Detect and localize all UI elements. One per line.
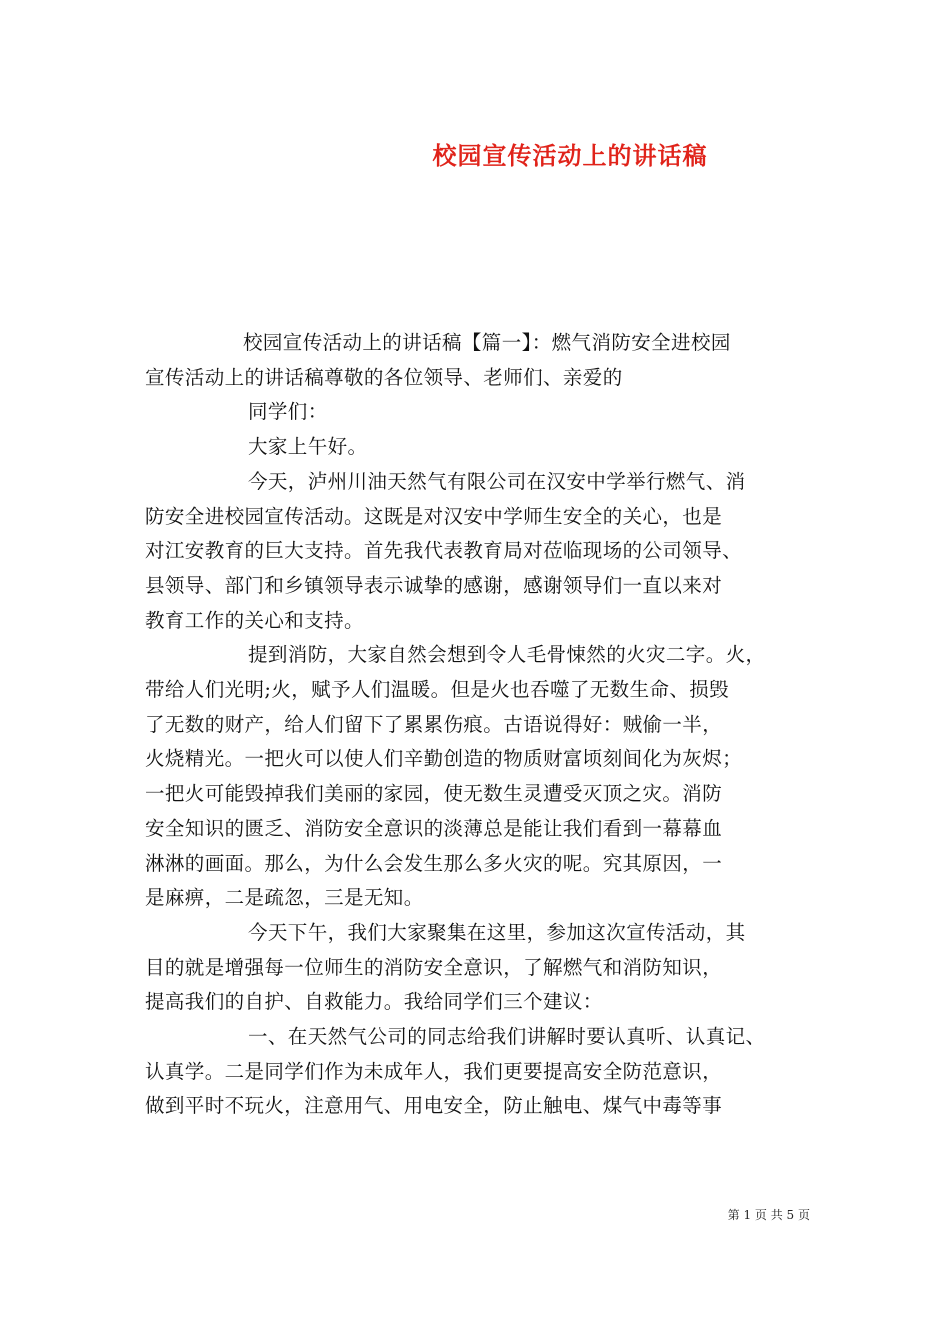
- body-line-19: 目的就是增强每一位师生的消防安全意识，了解燃气和消防知识，: [145, 955, 723, 979]
- body-line-21: 一、在天然气公司的同志给我们讲解时要认真听、认真记、: [248, 1025, 766, 1049]
- body-line-10: 提到消防，大家自然会想到令人毛骨悚然的火灾二字。火，: [248, 643, 766, 667]
- body-line-22: 认真学。二是同学们作为未成年人，我们更要提高安全防范意识，: [145, 1059, 723, 1083]
- body-line-12: 了无数的财产，给人们留下了累累伤痕。古语说得好：贼偷一半，: [145, 712, 723, 736]
- body-line-23: 做到平时不玩火，注意用气、用电安全，防止触电、煤气中毒等事: [145, 1094, 723, 1118]
- body-line-18: 今天下午，我们大家聚集在这里，参加这次宣传活动，其: [248, 920, 746, 944]
- body-line-4: 大家上午好。: [248, 435, 368, 459]
- document-body: [145, 326, 810, 1124]
- body-line-1: 校园宣传活动上的讲话稿【篇一】：燃气消防安全进校园: [243, 331, 731, 354]
- body-line-20: 提高我们的自护、自救能力。我给同学们三个建议：: [145, 990, 603, 1014]
- body-line-6: 防安全进校园宣传活动。这既是对汉安中学师生安全的关心，也是: [145, 504, 723, 528]
- body-line-16: 淋淋的画面。那么，为什么会发生那么多火灾的呢。究其原因，一: [145, 851, 723, 875]
- body-line-5: 今天，泸州川油天然气有限公司在汉安中学举行燃气、消: [248, 469, 746, 493]
- body-line-15: 安全知识的匮乏、消防安全意识的淡薄总是能让我们看到一幕幕血: [145, 816, 723, 840]
- page-number: 第 1 页 共 5 页: [727, 1208, 810, 1222]
- body-line-14: 一把火可能毁掉我们美丽的家园，使无数生灵遭受灭顶之灾。消防: [145, 782, 723, 806]
- body-line-17: 是麻痹，二是疏忽，三是无知。: [145, 886, 424, 910]
- body-line-11: 带给人们光明;火，赋予人们温暖。但是火也吞噬了无数生命、损毁: [145, 678, 730, 702]
- body-line-9: 教育工作的关心和支持。: [145, 608, 364, 632]
- body-line-3: 同学们：: [248, 400, 328, 424]
- body-line-2: 宣传活动上的讲话稿尊敬的各位领导、老师们、亲爱的: [145, 365, 623, 389]
- body-line-8: 县领导、部门和乡镇领导表示诚挚的感谢，感谢领导们一直以来对: [145, 573, 723, 597]
- body-line-13: 火烧精光。一把火可以使人们辛勤创造的物质财富顷刻间化为灰烬；: [145, 747, 743, 771]
- body-line-7: 对江安教育的巨大支持。首先我代表教育局对莅临现场的公司领导、: [145, 539, 743, 563]
- document-title: 校园宣传活动上的讲话稿: [432, 141, 708, 170]
